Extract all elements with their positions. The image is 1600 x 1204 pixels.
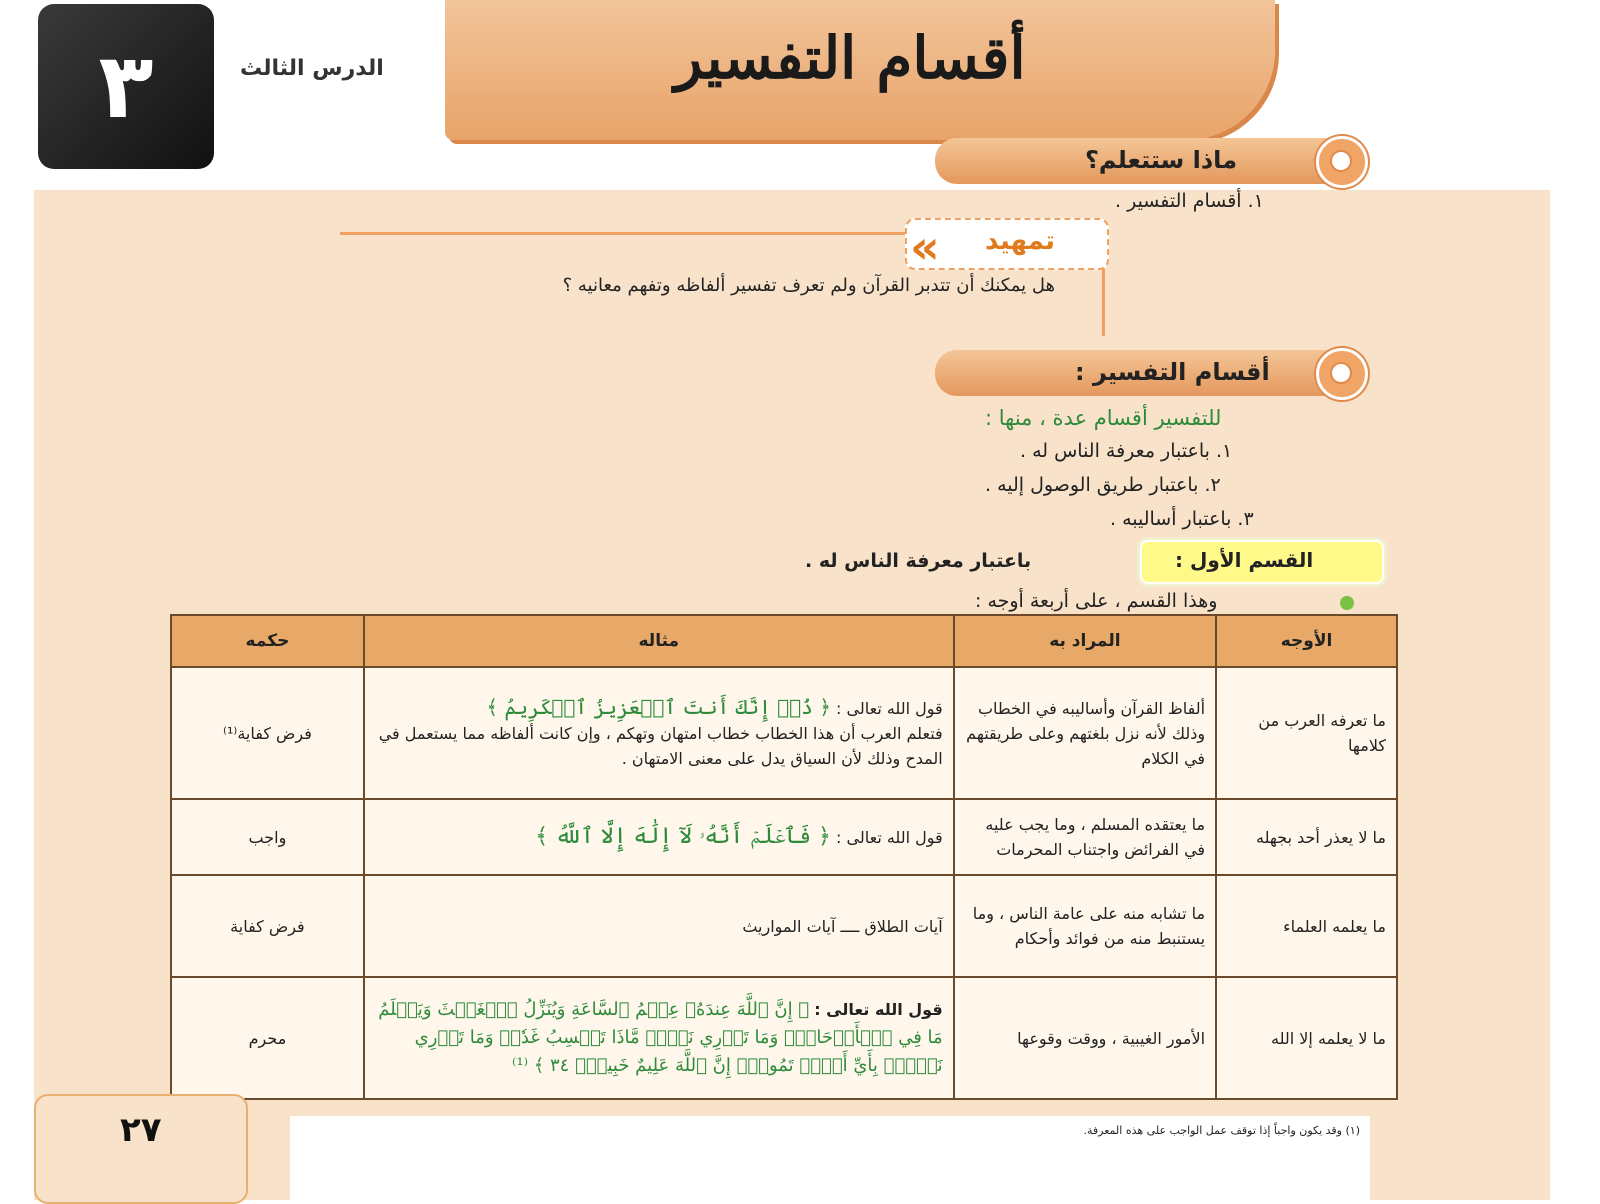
table-row [171, 667, 1397, 799]
page-title: أقسام التفسير [674, 24, 1026, 92]
intro-question: هل يمكنك أن تتدبر القرآن ولم تعرف تفسير ألفاظه وتفهم معانيه ؟ [562, 275, 1055, 296]
table-header: مثاله [364, 615, 954, 667]
footnote: (١) وقد يكون واجباً إذا توقف عمل الواجب على هذه المعرفة. [1083, 1124, 1360, 1137]
aspect-cell: ما تعرفه العرب من كلامها [1216, 667, 1397, 799]
verse-text: ﴿ فَٱعۡلَمۡ أَنَّهُۥ لَآ إِلَٰهَ إِلَّا ٱللَّهُ ﴾ [535, 824, 831, 849]
aspect-cell: ما يعلمه العلماء [1216, 875, 1397, 977]
example-intro: قول الله تعالى : [836, 828, 943, 847]
example-cell: آيات الطلاق ــــ آيات المواريث [364, 875, 954, 977]
verse-text: ﴿ إِنَّ ٱللَّهَ عِندَهُۥ عِلۡمُ ٱلسَّاعَةِ وَيُنَزِّلُ ٱلۡغَيۡثَ وَيَعۡلَمُ مَا فِي ٱلۡأَرۡحَامِۖ وَمَا تَدۡرِي نَفۡسٞ مَّاذَا تَكۡسِبُ غَدٗاۖ وَمَا تَدۡرِي نَفۡسُۢ بِأَيِّ أَرۡضٖ تَمُوتُۚ إِنَّ ٱللَّهَ عَلِيمٌ خَبِيرُۢ ٣٤ ﴾ ⁽¹⁾ [378, 999, 943, 1076]
aspect-cell: ما لا يعلمه إلا الله [1216, 977, 1397, 1099]
example-cell [364, 799, 954, 875]
lesson-label: الدرس الثالث [240, 56, 384, 81]
table-row [171, 875, 1397, 977]
table-header: الأوجه [1216, 615, 1397, 667]
sections-lead: للتفسير أقسام عدة ، منها : [985, 406, 1222, 430]
table-header: حكمه [171, 615, 364, 667]
sections-item: ٢. باعتبار طريق الوصول إليه . [985, 474, 1221, 496]
meaning-cell: ما يعتقده المسلم ، وما يجب عليه في الفرائض واجتناب المحرمات [954, 799, 1216, 875]
example-intro: قول الله تعالى : [836, 699, 943, 718]
ruling-cell: فرض كفاية⁽¹⁾ [171, 667, 364, 799]
learn-heading: ماذا ستتعلم؟ [1085, 146, 1238, 174]
meaning-cell: الأمور الغيبية ، ووقت وقوعها [954, 977, 1216, 1099]
table-row [171, 799, 1397, 875]
page-number: ٢٧ [120, 1110, 162, 1150]
flower-icon [1316, 136, 1368, 188]
lesson-number-badge: ٣ [38, 4, 214, 169]
ruling-cell: محرم [171, 977, 364, 1099]
sections-heading: أقسام التفسير : [1075, 358, 1270, 386]
first-section-title: باعتبار معرفة الناس له . [805, 550, 1032, 572]
table-header: المراد به [954, 615, 1216, 667]
learn-item: ١. أقسام التفسير . [1115, 190, 1264, 212]
example-cell [364, 977, 954, 1099]
table-header-row [171, 615, 1397, 667]
aspect-cell: ما لا يعذر أحد بجهله [1216, 799, 1397, 875]
ruling-cell: فرض كفاية [171, 875, 364, 977]
example-intro: قول الله تعالى : [814, 1000, 943, 1019]
intro-vline [1102, 266, 1105, 336]
table-row [171, 977, 1397, 1099]
first-section-tag-text: القسم الأول : [1175, 548, 1314, 572]
first-section-note: وهذا القسم ، على أربعة أوجه : [975, 590, 1218, 612]
flower-icon [1316, 348, 1368, 400]
bullet-dot-icon [1340, 596, 1354, 610]
meaning-cell: ما تشابه منه على عامة الناس ، وما يستنبط منه من فوائد وأحكام [954, 875, 1216, 977]
verse-text: ﴿ ذُقۡ إِنَّكَ أَنتَ ٱلۡعَزِيزُ ٱلۡكَرِيمُ ﴾ [486, 695, 831, 719]
example-rest: فتعلم العرب أن هذا الخطاب خطاب امتهان وتهكم ، وإن كانت ألفاظه مما يستعمل في المدح وذلك لأن السياق يدل على معنى الامتهان . [378, 724, 943, 768]
example-cell [364, 667, 954, 799]
intro-label: تمهيد [985, 226, 1055, 256]
sections-item: ١. باعتبار معرفة الناس له . [1020, 440, 1233, 462]
double-chevron-icon: « [910, 220, 940, 274]
sections-item: ٣. باعتبار أساليبه . [1110, 508, 1254, 530]
intro-line [340, 232, 920, 235]
meaning-cell: ألفاظ القرآن وأساليبه في الخطاب وذلك لأنه نزل بلغتهم وعلى طريقتهم في الكلام [954, 667, 1216, 799]
ruling-cell: واجب [171, 799, 364, 875]
aspects-table [170, 614, 1398, 1100]
